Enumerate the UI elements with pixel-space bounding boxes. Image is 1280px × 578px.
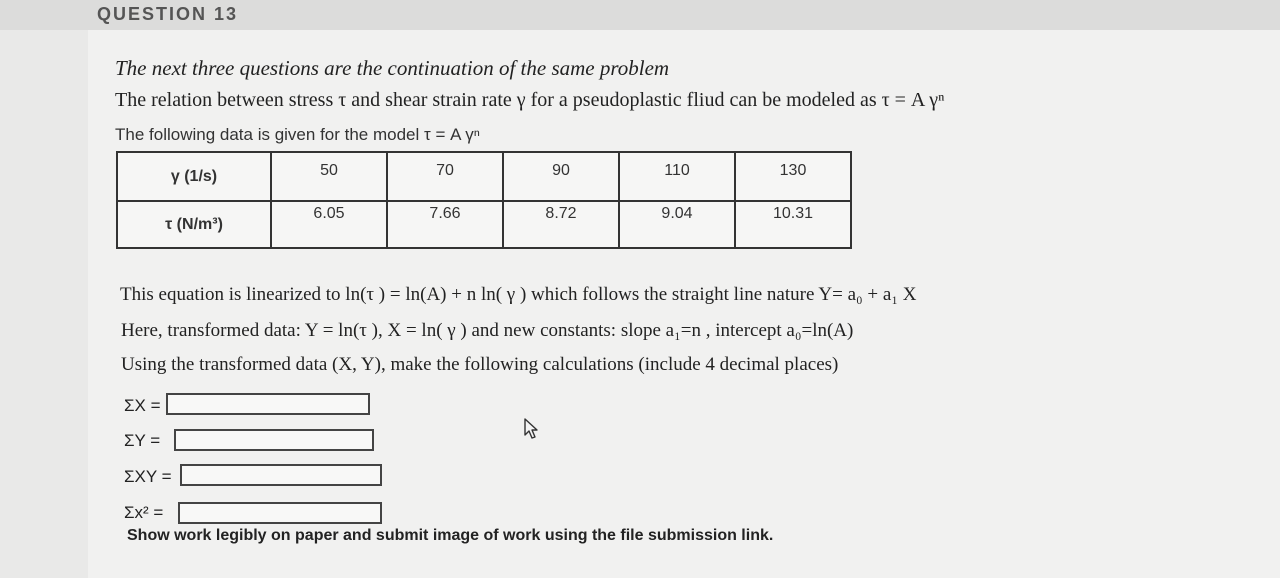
table-row — [117, 201, 851, 248]
linearization-line-1: This equation is linearized to ln(τ ) = ln(A) + n ln( γ ) which follows the straight line nature Y= a₀ + a₁ X — [120, 284, 917, 305]
gamma-value: 130 — [735, 152, 851, 201]
gamma-value: 50 — [271, 152, 387, 201]
sum-xy-label: ΣXY = — [124, 467, 172, 486]
intro-line-1: The next three questions are the continuation of the same problem — [115, 56, 670, 80]
sum-x-squared-label: Σx² = — [124, 503, 164, 522]
sum-y-label: ΣY = — [124, 431, 161, 450]
tau-value: 7.66 — [387, 201, 503, 248]
intro-line-2: The relation between stress τ and shear strain rate γ for a pseudoplastic fliud can be modeled as τ = A γⁿ — [115, 89, 945, 111]
sum-x-label: ΣX = — [124, 396, 161, 415]
gamma-value: 90 — [503, 152, 619, 201]
tau-value: 6.05 — [271, 201, 387, 248]
question-header: QUESTION 13 — [97, 4, 239, 24]
gamma-value: 70 — [387, 152, 503, 201]
sum-y-input[interactable] — [174, 429, 374, 451]
mouse-pointer-icon — [523, 417, 541, 441]
table-row — [117, 152, 851, 201]
tau-header: τ (N/m³) — [117, 201, 271, 248]
sum-x-squared-input[interactable] — [178, 502, 382, 524]
linearization-line-2: Here, transformed data: Y = ln(τ ), X = ln( γ ) and new constants: slope a₁=n , intercept a₀=ln(A) — [121, 320, 854, 341]
data-table — [116, 151, 852, 249]
gamma-header: γ (1/s) — [117, 152, 271, 201]
tau-value: 8.72 — [503, 201, 619, 248]
sum-xy-input[interactable] — [180, 464, 382, 486]
tau-value: 9.04 — [619, 201, 735, 248]
submission-note: Show work legibly on paper and submit image of work using the file submission link. — [127, 527, 774, 544]
intro-line-3: The following data is given for the model τ = A γⁿ — [115, 125, 480, 144]
gamma-value: 110 — [619, 152, 735, 201]
linearization-line-3: Using the transformed data (X, Y), make the following calculations (include 4 decimal places) — [121, 354, 839, 375]
tau-value: 10.31 — [735, 201, 851, 248]
sum-x-input[interactable] — [166, 393, 370, 415]
